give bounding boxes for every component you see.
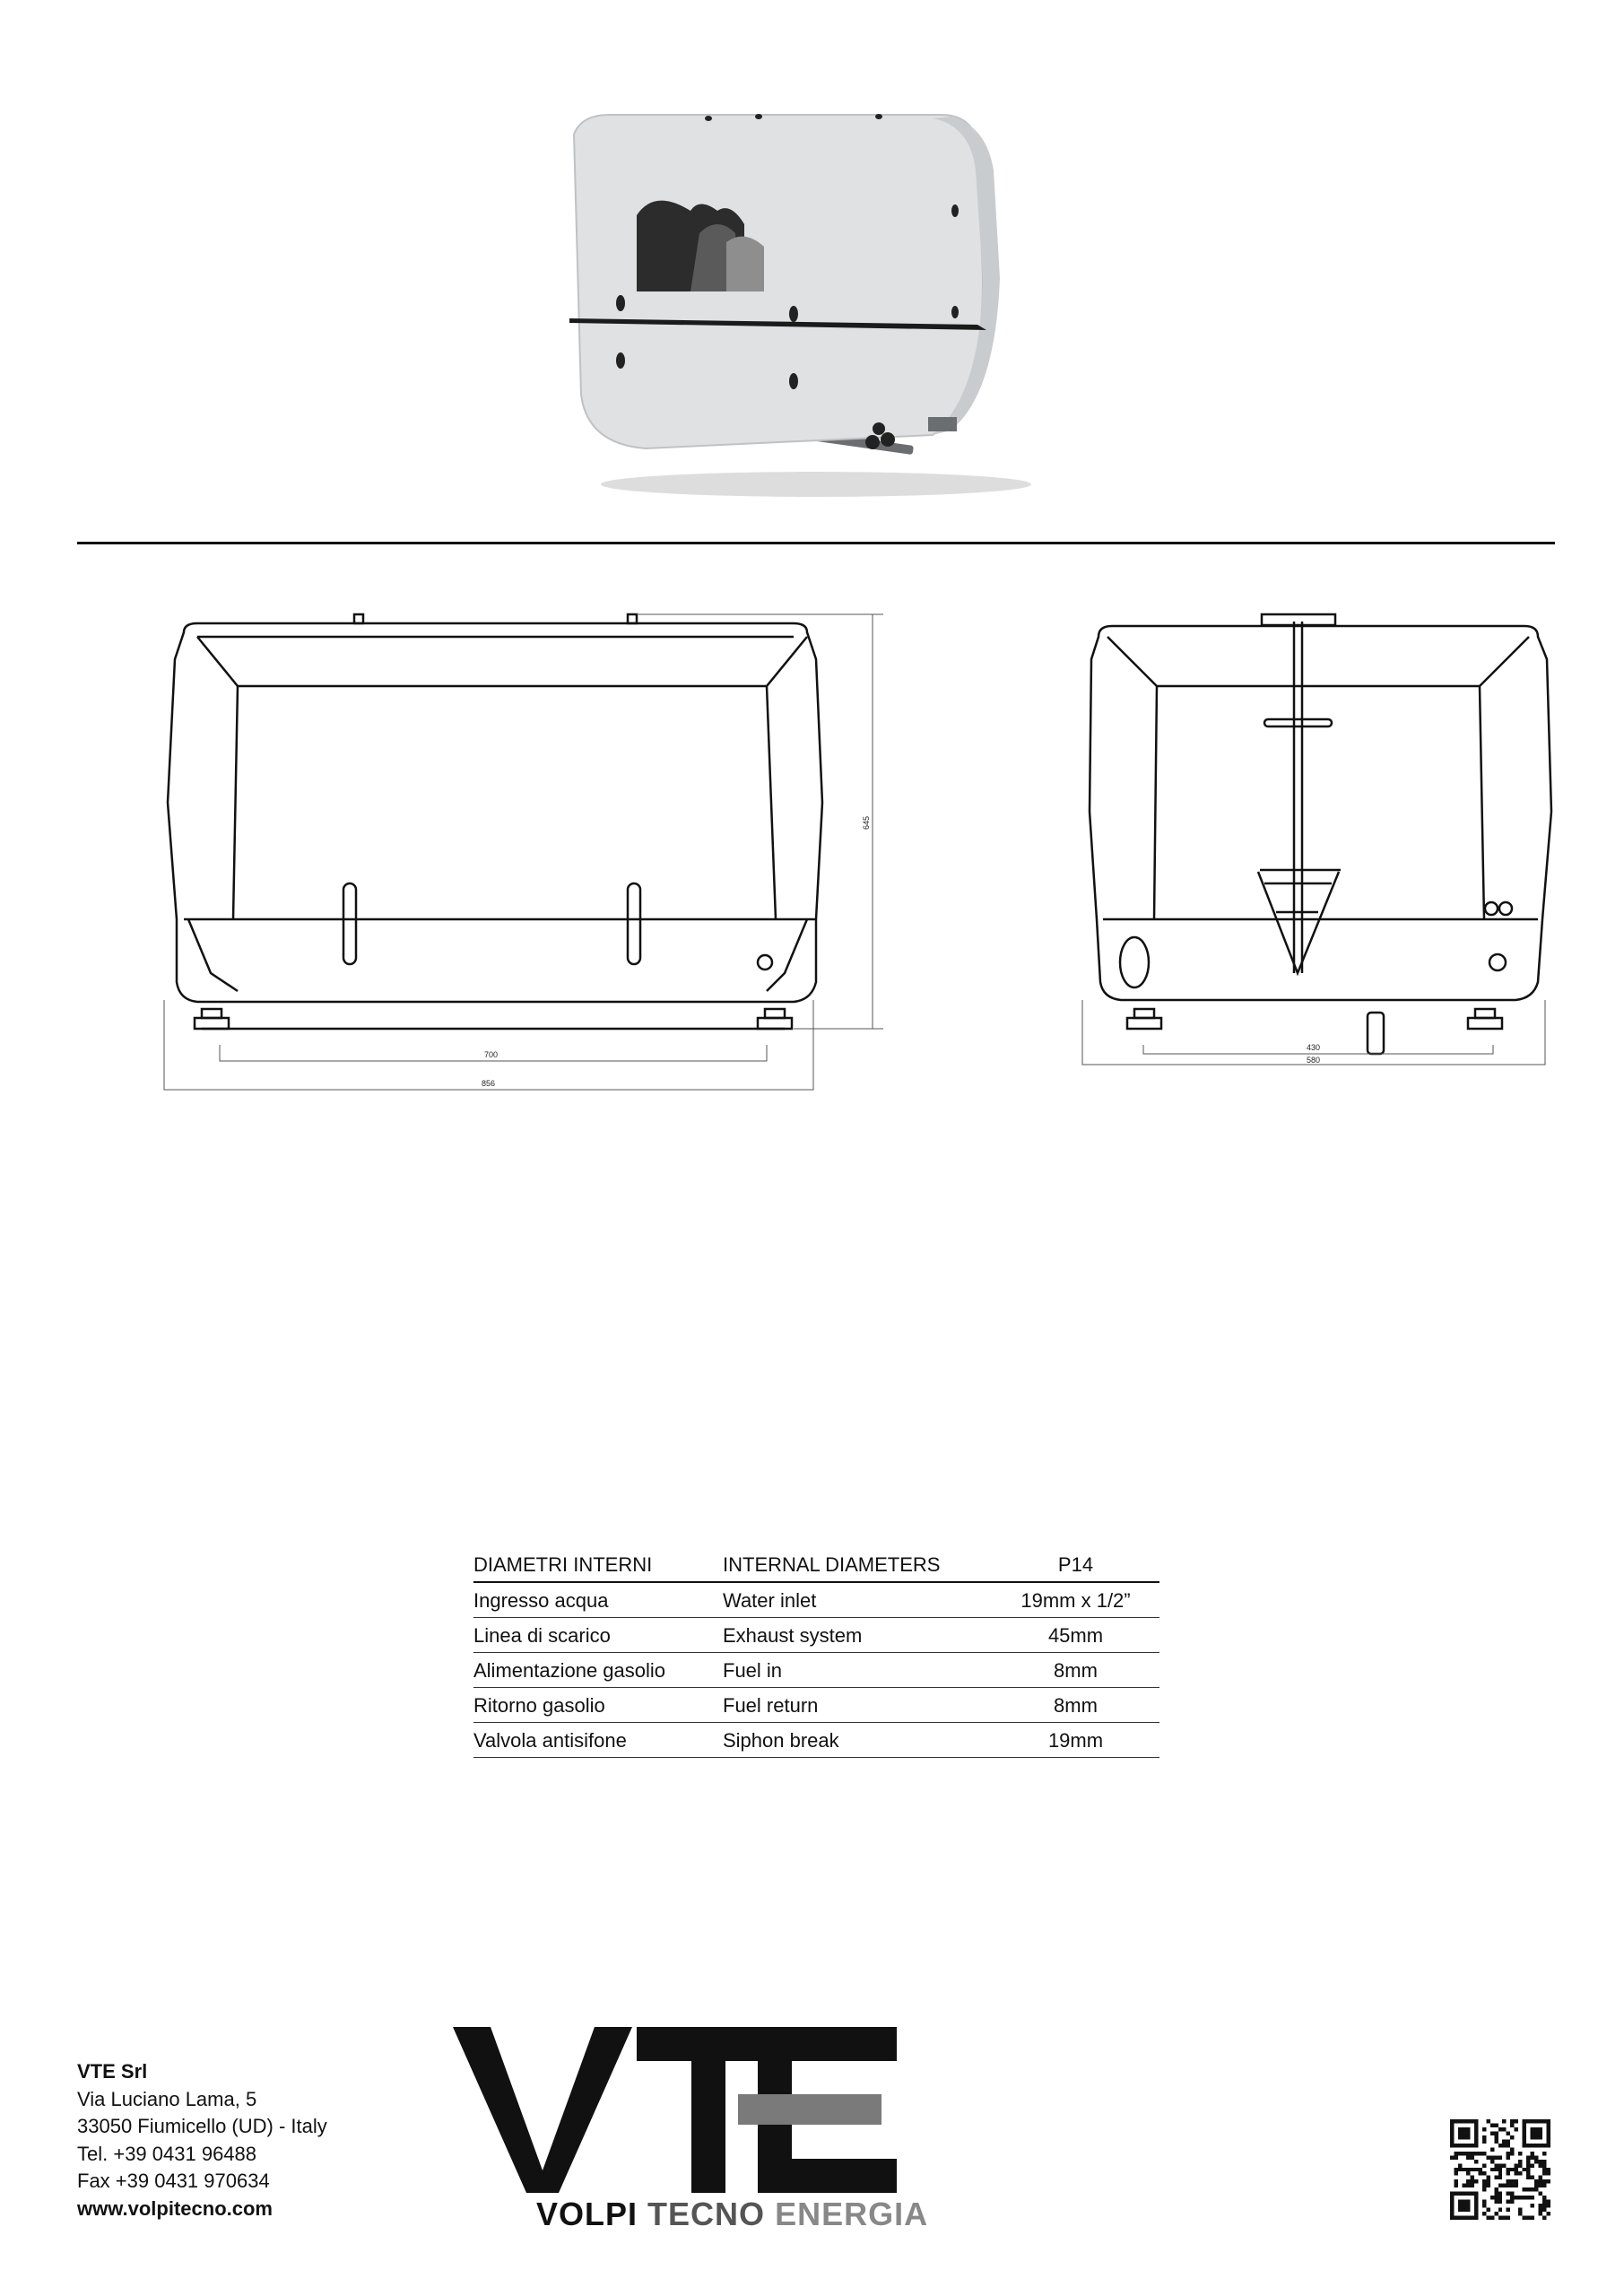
company-fax: Fax +39 0431 970634 <box>77 2170 270 2192</box>
value-cell: 8mm <box>992 1688 1159 1723</box>
table-row <box>473 1723 1159 1758</box>
italian-label: Alimentazione gasolio <box>473 1653 723 1688</box>
english-label: Fuel in <box>723 1653 992 1688</box>
table-row <box>473 1688 1159 1723</box>
value-cell: 45mm <box>992 1618 1159 1653</box>
column-header: P14 <box>992 1547 1159 1582</box>
value-cell: 8mm <box>992 1653 1159 1688</box>
qr-code-icon[interactable] <box>1450 2119 1550 2220</box>
company-phone: Tel. +39 0431 96488 <box>77 2142 257 2165</box>
italian-label: Valvola antisifone <box>473 1723 723 1758</box>
dim-outer-label: 580 <box>1307 1056 1321 1065</box>
table-row <box>473 1618 1159 1653</box>
generator-housing-image <box>556 99 1067 511</box>
dim-inner-label: 700 <box>484 1050 499 1059</box>
brand-word-3: ENERGIA <box>775 2196 929 2232</box>
section-divider <box>77 542 1555 544</box>
internal-diameters-table <box>473 1547 1159 1758</box>
dim-outer-label: 856 <box>482 1079 496 1088</box>
dim-inner-label: 430 <box>1307 1043 1321 1052</box>
dim-height-label: 645 <box>862 815 871 830</box>
brand-tagline <box>536 2196 928 2233</box>
italian-label: Ritorno gasolio <box>473 1688 723 1723</box>
table-row <box>473 1653 1159 1688</box>
brand-word-1: VOLPI <box>536 2196 638 2232</box>
side-technical-drawing <box>1072 596 1565 1144</box>
italian-label: Ingresso acqua <box>473 1582 723 1618</box>
column-header: INTERNAL DIAMETERS <box>723 1547 992 1582</box>
english-label: Siphon break <box>723 1723 992 1758</box>
company-address: Via Luciano Lama, 5 <box>77 2087 257 2110</box>
value-cell: 19mm x 1/2” <box>992 1582 1159 1618</box>
brand-word-2: TECNO <box>647 2196 766 2232</box>
company-name: VTE Srl <box>77 2060 148 2083</box>
english-label: Fuel return <box>723 1688 992 1723</box>
front-technical-drawing <box>148 596 910 1170</box>
table-header-row <box>473 1547 1159 1582</box>
company-contact-block <box>77 2058 327 2222</box>
value-cell: 19mm <box>992 1723 1159 1758</box>
table-row <box>473 1582 1159 1618</box>
italian-label: Linea di scarico <box>473 1618 723 1653</box>
english-label: Water inlet <box>723 1582 992 1618</box>
column-header: DIAMETRI INTERNI <box>473 1547 723 1582</box>
english-label: Exhaust system <box>723 1618 992 1653</box>
company-city: 33050 Fiumicello (UD) - Italy <box>77 2115 327 2137</box>
company-website-link[interactable]: www.volpitecno.com <box>77 2196 273 2220</box>
